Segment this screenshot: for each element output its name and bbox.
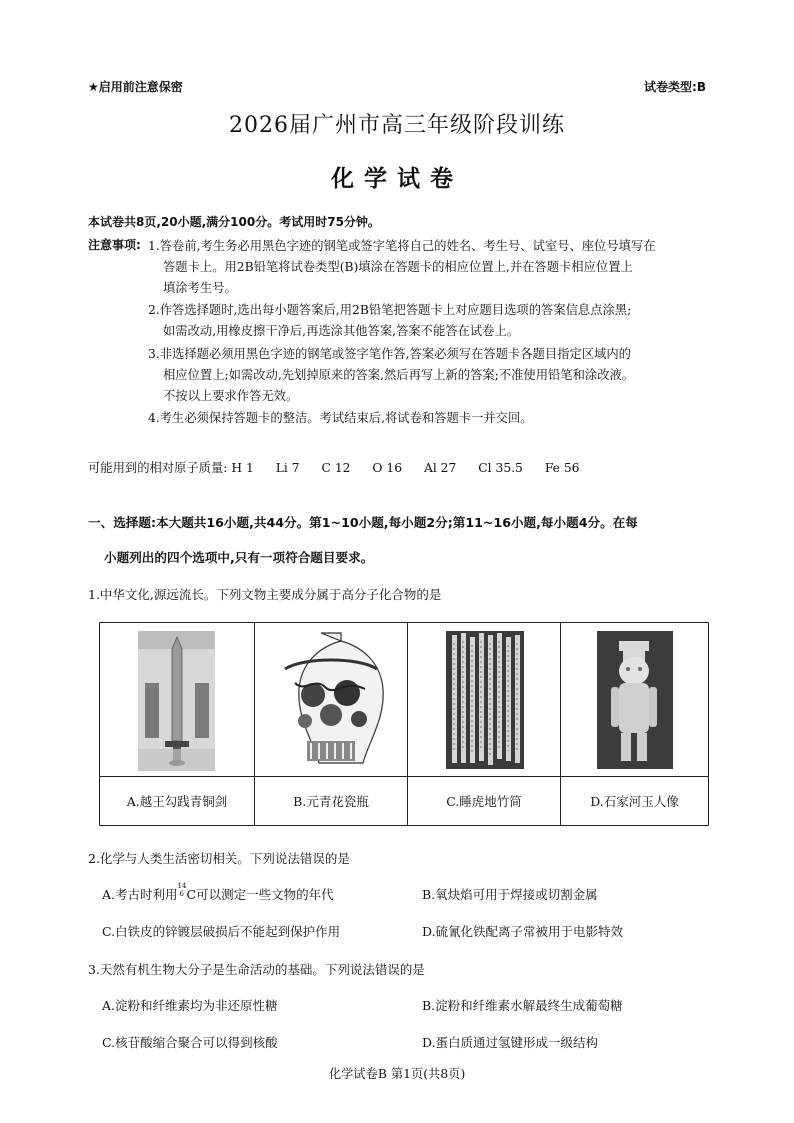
artifact-table bbox=[99, 622, 709, 826]
page-footer: 化学试卷B 第1页(共8页) bbox=[328, 1067, 466, 1081]
question-3-stem: 3.天然有机生物大分子是生命活动的基础。下列说法错误的是 bbox=[88, 962, 425, 977]
note-1-line-3: 填涂考生号。 bbox=[163, 281, 237, 295]
exam-info: 本试卷共8页,20小题,满分100分。考试用时75分钟。 bbox=[88, 215, 380, 229]
element-h: H 1 bbox=[231, 461, 254, 475]
element-fe: Fe 56 bbox=[544, 461, 580, 475]
question-3-option-d: D.蛋白质通过氢键形成一级结构 bbox=[422, 1035, 599, 1050]
element-al: Al 27 bbox=[423, 461, 457, 475]
section-heading-line-1: 一、选择题:本大题共16小题,共44分。第1~10小题,每小题2分;第11~16小题,每小题4分。在每 bbox=[88, 515, 638, 530]
note-4-line-1: 4.考生必须保持答题卡的整洁。考试结束后,将试卷和答题卡一并交回。 bbox=[148, 411, 533, 425]
note-2-line-1: 2.作答选择题时,选出每小题答案后,用2B铅笔把答题卡上对应题目选项的答案信息点涂黑; bbox=[148, 303, 632, 317]
atomic-masses-label: 可能用到的相对原子质量: bbox=[88, 461, 228, 475]
jade-figure-image bbox=[561, 623, 708, 776]
isotope-atomic-number: 6 bbox=[179, 890, 184, 898]
notes-label: 注意事项: bbox=[88, 238, 141, 252]
option-c-caption: C.睡虎地竹简 bbox=[408, 776, 561, 826]
question-1-stem: 1.中华文化,源远流长。下列文物主要成分属于高分子化合物的是 bbox=[88, 587, 442, 602]
element-o: O 16 bbox=[372, 461, 403, 475]
note-3-line-3: 不按以上要求作答无效。 bbox=[163, 389, 299, 403]
section-heading-line-2: 小题列出的四个选项中,只有一项符合题目要求。 bbox=[104, 550, 374, 565]
option-b-caption: B.元青花瓷瓶 bbox=[255, 776, 408, 826]
question-3-option-b: B.淀粉和纤维素水解最终生成葡萄糖 bbox=[422, 998, 623, 1013]
note-3-line-1: 3.非选择题必须用黑色字迹的钢笔或签字笔作答,答案必须写在答题卡各题目指定区域内的 bbox=[148, 347, 631, 361]
question-2-option-a: A.考古时利用 14 6 C可以测定一些文物的年代 bbox=[102, 882, 334, 902]
element-li: Li 7 bbox=[275, 461, 300, 475]
question-2-option-c: C.白铁皮的锌镀层破损后不能起到保护作用 bbox=[102, 924, 341, 939]
note-2-line-2: 如需改动,用橡皮擦干净后,再选涂其他答案,答案不能答在试卷上。 bbox=[163, 324, 520, 338]
note-1-line-2: 答题卡上。用2B铅笔将试卷类型(B)填涂在答题卡的相应位置上,并在答题卡相应位置上 bbox=[163, 260, 633, 274]
option-a-caption: A.越王勾践青铜剑 bbox=[100, 776, 255, 826]
porcelain-vase-image bbox=[255, 623, 408, 776]
confidential-notice: ★启用前注意保密 bbox=[88, 80, 183, 94]
bamboo-slips-image bbox=[408, 623, 561, 776]
question-2-option-d: D.硫氰化铁配离子常被用于电影特效 bbox=[422, 924, 624, 939]
note-1-line-1: 1.答卷前,考生务必用黑色字迹的钢笔或签字笔将自己的姓名、考生号、试室号、座位号填写在 bbox=[148, 239, 656, 253]
element-cl: Cl 35.5 bbox=[478, 461, 523, 475]
option-d-caption: D.石家河玉人像 bbox=[561, 776, 708, 826]
bronze-sword-image bbox=[100, 623, 255, 776]
question-3-option-c: C.核苷酸缩合聚合可以得到核酸 bbox=[102, 1035, 278, 1050]
atomic-masses bbox=[88, 458, 598, 476]
paper-type: 试卷类型:B bbox=[644, 80, 706, 94]
isotope-mass-number: 14 bbox=[177, 882, 187, 890]
exam-subtitle: 化学试卷 bbox=[331, 165, 463, 192]
question-2-stem: 2.化学与人类生活密切相关。下列说法错误的是 bbox=[88, 851, 350, 866]
question-2-option-b: B.氧炔焰可用于焊接或切割金属 bbox=[422, 887, 598, 902]
question-3-option-a: A.淀粉和纤维素均为非还原性糖 bbox=[102, 998, 278, 1013]
element-c: C 12 bbox=[321, 461, 351, 475]
exam-title: 2026届广州市高三年级阶段训练 bbox=[229, 113, 565, 138]
note-3-line-2: 相应位置上;如需改动,先划掉原来的答案,然后再写上新的答案;不准使用铅笔和涂改液。 bbox=[163, 368, 635, 382]
